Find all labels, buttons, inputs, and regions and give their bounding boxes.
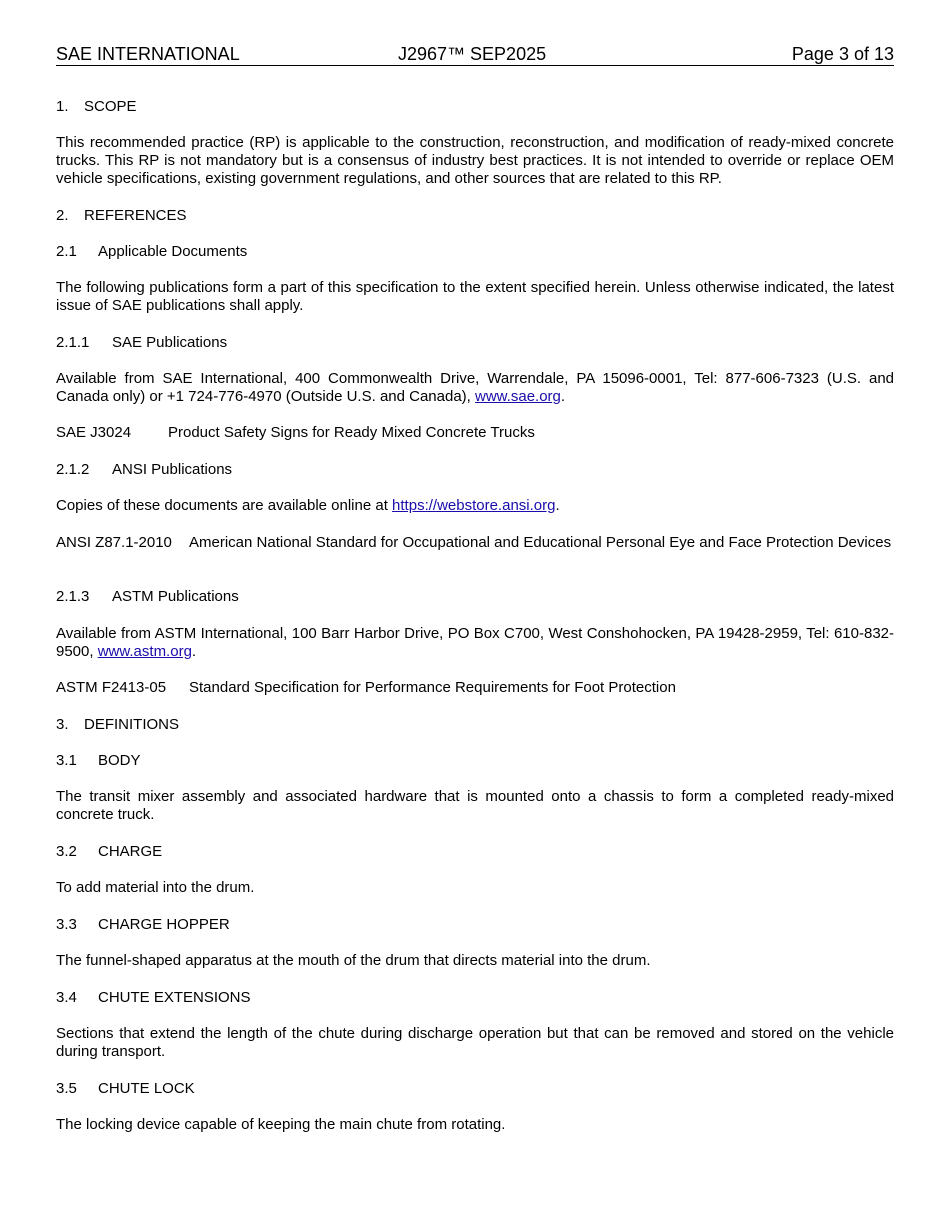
scope-paragraph: This recommended practice (RP) is applicable to the construction, reconstruction, and modification of ready-mixed concrete trucks. This RP is not mandatory but is a consensus of industry best practices. It is not intended to override or replace OEM vehicle specifications, existing government regulations, and other sources that are related to this RP. bbox=[56, 134, 894, 187]
definition-charge-hopper-text: The funnel-shaped apparatus at the mouth of the drum that directs material into the drum. bbox=[56, 952, 651, 969]
definition-heading-charge bbox=[56, 843, 894, 861]
astm-publications-paragraph: Available from ASTM International, 100 Barr Harbor Drive, PO Box C700, West Conshohocken, PA 19428-2959, Tel: 610-832-9500, www.astm.org. bbox=[56, 625, 894, 660]
definition-heading-chute-extensions bbox=[56, 989, 894, 1007]
definition-heading-body bbox=[56, 752, 894, 770]
section-number: 2.1.3 bbox=[56, 588, 90, 605]
header-org: SAE INTERNATIONAL bbox=[56, 44, 240, 64]
ansi-availability-text: Copies of these documents are available online at bbox=[56, 497, 393, 514]
section-title: BODY bbox=[98, 752, 141, 769]
header-doc-id: J2967™ SEP2025 bbox=[398, 44, 547, 64]
astm-availability-text: Available from ASTM International, 100 Barr Harbor Drive, PO Box C700, West Conshohocken, PA 19428-2959, Tel: 610-832-9500, bbox=[56, 625, 894, 660]
reference-astm-f2413 bbox=[56, 679, 894, 697]
reference-title: Standard Specification for Performance Requirements for Foot Protection bbox=[189, 679, 676, 696]
section-title: CHARGE HOPPER bbox=[98, 916, 230, 933]
section-heading-astm-publications bbox=[56, 588, 894, 606]
sae-publications-paragraph: Available from SAE International, 400 Commonwealth Drive, Warrendale, PA 15096-0001, Tel: 877-606-7323 (U.S. and Canada only) or +1 724-776-4970 (Outside U.S. and Canada), www.sae.org. bbox=[56, 370, 894, 405]
ansi-publications-paragraph: Copies of these documents are available online at https://webstore.ansi.org. bbox=[56, 497, 560, 514]
sae-website-link[interactable]: www.sae.org bbox=[475, 388, 561, 405]
section-number: 2.1.1 bbox=[56, 334, 90, 351]
section-heading-sae-publications bbox=[56, 334, 894, 352]
definition-heading-chute-lock bbox=[56, 1080, 894, 1098]
definition-body-text: The transit mixer assembly and associated hardware that is mounted onto a chassis to form a completed ready-mixed concrete truck. bbox=[56, 788, 894, 823]
section-number: 3.2 bbox=[56, 843, 77, 860]
definition-chute-lock-text: The locking device capable of keeping the main chute from rotating. bbox=[56, 1116, 506, 1133]
section-title: CHUTE LOCK bbox=[98, 1080, 195, 1097]
section-number: 3.3 bbox=[56, 916, 77, 933]
section-number: 3. bbox=[56, 716, 69, 733]
section-title: DEFINITIONS bbox=[84, 716, 180, 733]
section-number: 3.1 bbox=[56, 752, 77, 769]
section-title: CHARGE bbox=[98, 843, 163, 860]
section-title: Applicable Documents bbox=[98, 243, 248, 260]
section-title: SAE Publications bbox=[112, 334, 228, 351]
section-number: 3.5 bbox=[56, 1080, 77, 1097]
section-heading-ansi-publications bbox=[56, 461, 894, 479]
definition-chute-extensions-text: Sections that extend the length of the chute during discharge operation but that can be removed and stored on the vehicle during transport. bbox=[56, 1025, 894, 1060]
definition-heading-charge-hopper bbox=[56, 916, 894, 934]
section-number: 3.4 bbox=[56, 989, 77, 1006]
reference-code: ANSI Z87.1-2010 bbox=[56, 534, 172, 551]
section-heading-references bbox=[56, 207, 894, 225]
ansi-webstore-link[interactable]: https://webstore.ansi.org bbox=[392, 497, 556, 514]
section-number: 2. bbox=[56, 207, 69, 224]
reference-title: Product Safety Signs for Ready Mixed Concrete Trucks bbox=[168, 424, 535, 441]
reference-code: ASTM F2413-05 bbox=[56, 679, 167, 696]
section-number: 2.1 bbox=[56, 243, 77, 260]
section-heading-applicable-documents bbox=[56, 243, 894, 261]
applicable-documents-paragraph: The following publications form a part of this specification to the extent specified herein. Unless otherwise indicated, the latest issue of SAE publications shall apply. bbox=[56, 279, 894, 314]
sae-availability-text: Available from SAE International, 400 Commonwealth Drive, Warrendale, PA 15096-0001, Tel: 877-606-7323 (U.S. and Canada only) or +1 724-776-4970 (Outside U.S. and Canada), bbox=[56, 370, 894, 405]
section-number: 2.1.2 bbox=[56, 461, 90, 478]
definition-charge-text: To add material into the drum. bbox=[56, 879, 255, 896]
reference-sae-j3024 bbox=[56, 424, 894, 442]
page-header bbox=[56, 43, 894, 66]
reference-code: SAE J3024 bbox=[56, 424, 132, 441]
reference-title: American National Standard for Occupational and Educational Personal Eye and Face Protection Devices bbox=[189, 534, 892, 551]
section-title: CHUTE EXTENSIONS bbox=[98, 989, 251, 1006]
astm-website-link[interactable]: www.astm.org bbox=[97, 643, 192, 660]
section-title: ASTM Publications bbox=[112, 588, 239, 605]
section-title: REFERENCES bbox=[84, 207, 187, 224]
header-page-number: Page 3 of 13 bbox=[791, 44, 894, 64]
section-number: 1. bbox=[56, 98, 69, 115]
section-heading-scope bbox=[56, 98, 894, 116]
section-title: ANSI Publications bbox=[112, 461, 233, 478]
section-heading-definitions bbox=[56, 716, 894, 734]
reference-ansi-z87 bbox=[56, 534, 894, 570]
section-title: SCOPE bbox=[84, 98, 137, 115]
